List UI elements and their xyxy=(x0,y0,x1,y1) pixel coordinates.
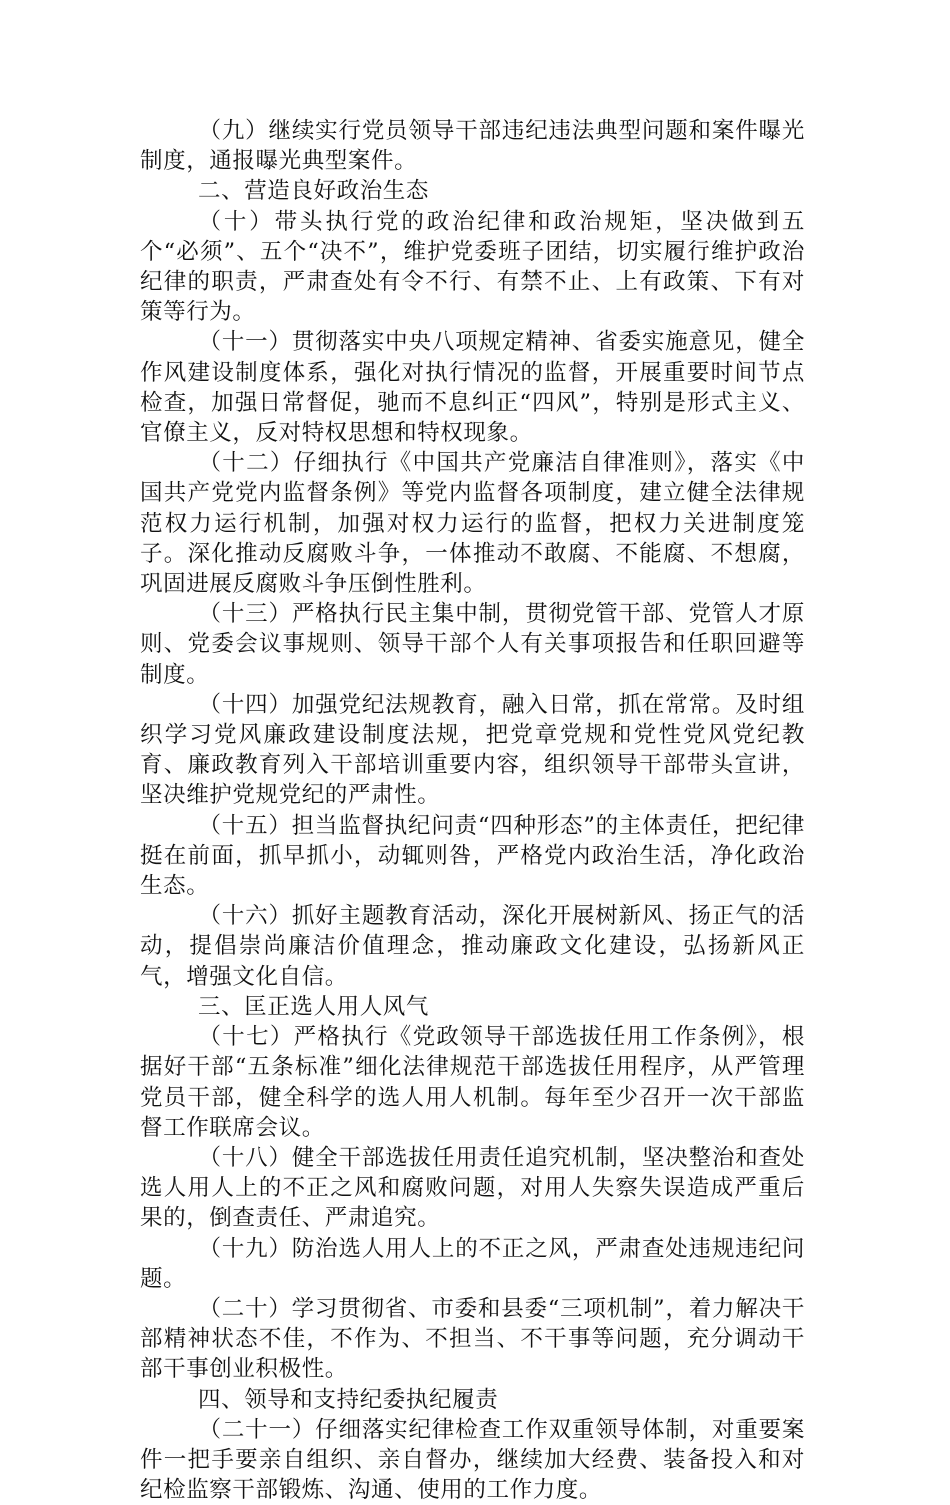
paragraph-19: （十九）防治选人用人上的不正之风，严肃查处违规违纪问题。 xyxy=(140,1235,805,1292)
paragraph-14: （十四）加强党纪法规教育，融入日常，抓在常常。及时组织学习党风廉政建设制度法规，把党章党规和党性党风党纪教育、廉政教育列入干部培训重要内容，组织领导干部带头宣讲，坚决维护党规党纪的严肃性。 xyxy=(140,691,805,809)
paragraph-9: （九）继续实行党员领导干部违纪违法典型问题和案件曝光制度，通报曝光典型案件。 xyxy=(140,118,805,175)
paragraph-13: （十三）严格执行民主集中制，贯彻党管干部、党管人才原则、党委会议事规则、领导干部个人有关事项报告和任职回避等制度。 xyxy=(140,601,805,688)
paragraph-21: （二十一）仔细落实纪律检查工作双重领导体制，对重要案件一把手要亲自组织、亲自督办，继续加大经费、装备投入和对纪检监察干部锻炼、沟通、使用的工作力度。 xyxy=(140,1416,805,1504)
paragraph-11: （十一）贯彻落实中央八项规定精神、省委实施意见，健全作风建设制度体系，强化对执行情况的监督，开展重要时间节点检查，加强日常督促，驰而不息纠正“四风”，特别是形式主义、官僚主义，反对特权思想和特权现象。 xyxy=(140,329,805,447)
paragraph-18: （十八）健全干部选拔任用责任追究机制，坚决整治和查处选人用人上的不正之风和腐败问题，对用人失察失误造成严重后果的，倒查责任、严肃追究。 xyxy=(140,1144,805,1232)
paragraph-15: （十五）担当监督执纪问责“四种形态”的主体责任，把纪律挺在前面，抓早抓小，动辄则咎，严格党内政治生活，净化政治生态。 xyxy=(140,812,805,900)
document-page xyxy=(140,116,805,1505)
paragraph-16: （十六）抓好主题教育活动，深化开展树新风、扬正气的活动，提倡崇尚廉洁价值理念，推动廉政文化建设，弘扬新风正气，增强文化自信。 xyxy=(140,903,805,990)
paragraph-17: （十七）严格执行《党政领导干部选拔任用工作条例》，根据好干部“五条标准”细化法律规范干部选拔任用程序，从严管理党员干部，健全科学的选人用人机制。每年至少召开一次干部监督工作联席会议。 xyxy=(140,1024,805,1141)
paragraph-10: （十）带头执行党的政治纪律和政治规矩，坚决做到五个“必须”、五个“决不”，维护党委班子团结，切实履行维护政治纪律的职责，严肃查处有令不行、有禁不止、上有政策、下有对策等行为。 xyxy=(140,208,805,326)
paragraph-20: （二十）学习贯彻省、市委和县委“三项机制”，着力解决干部精神状态不佳，不作为、不担当、不干事等问题，充分调动干部干事创业积极性。 xyxy=(140,1295,805,1383)
section-heading-3: 三、匡正选人用人风气 xyxy=(198,993,430,1020)
section-heading-4: 四、领导和支持纪委执纪履责 xyxy=(198,1386,499,1413)
paragraph-12: （十二）仔细执行《中国共产党廉洁自律准则》，落实《中国共产党党内监督条例》等党内监督各项制度，建立健全法律规范权力运行机制，加强对权力运行的监督，把权力关进制度笼子。深化推动反腐败斗争，一体推动不敢腐、不能腐、不想腐，巩固进展反腐败斗争压倒性胜利。 xyxy=(140,450,805,598)
section-heading-2: 二、营造良好政治生态 xyxy=(198,178,430,205)
